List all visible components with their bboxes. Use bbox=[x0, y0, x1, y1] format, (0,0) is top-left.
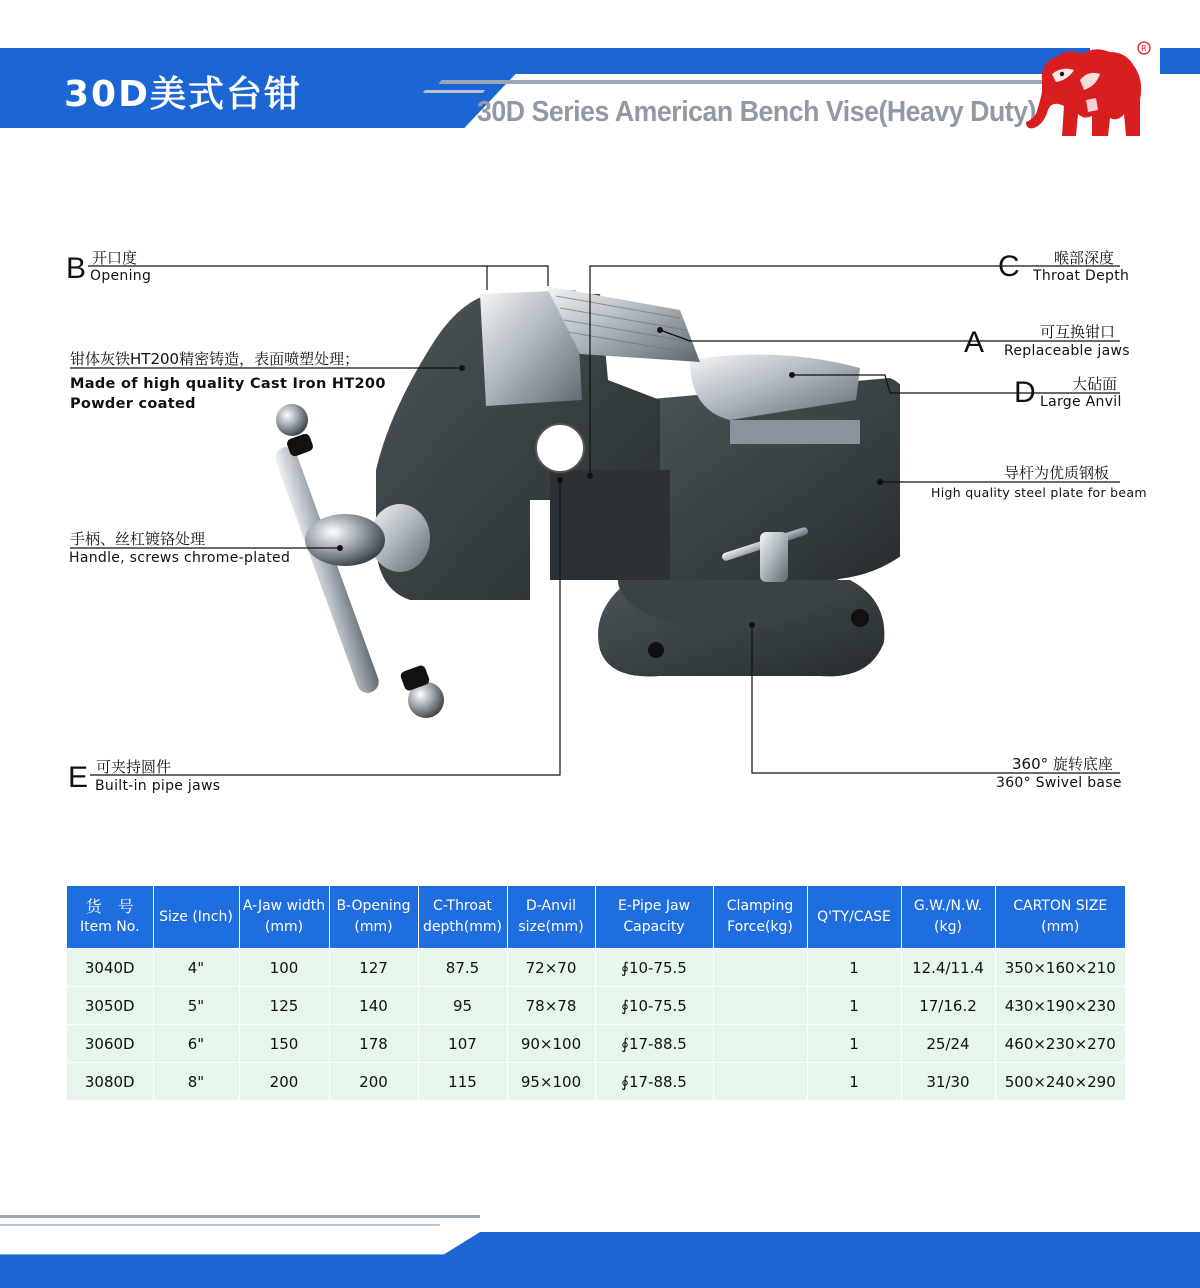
cell-throat: 115 bbox=[418, 1063, 507, 1101]
cell-carton-size: 460×230×270 bbox=[995, 1025, 1125, 1063]
cell-item-no: 3040D bbox=[67, 949, 153, 987]
cell-weight: 25/24 bbox=[901, 1025, 995, 1063]
header-top-band bbox=[470, 48, 1090, 74]
callout-a-cn: 可互换钳口 bbox=[1040, 323, 1116, 341]
cell-opening: 127 bbox=[329, 949, 418, 987]
header-carton-size: CARTON SIZE (mm) bbox=[995, 886, 1125, 949]
cell-weight: 12.4/11.4 bbox=[901, 949, 995, 987]
callout-beam-cn: 导杆为优质钢板 bbox=[1004, 464, 1110, 482]
cell-jaw-width: 150 bbox=[239, 1025, 329, 1063]
header-stripe-accent bbox=[423, 90, 485, 93]
callout-e-en: Built-in pipe jaws bbox=[95, 778, 221, 794]
cell-clamping-force bbox=[713, 1025, 807, 1063]
header-size: Size (Inch) bbox=[153, 886, 239, 949]
footer-stripe bbox=[0, 1215, 480, 1218]
table-header-row bbox=[67, 886, 1125, 949]
cell-throat: 95 bbox=[418, 987, 507, 1025]
callout-d-en: Large Anvil bbox=[1040, 394, 1122, 410]
cell-carton-size: 500×240×290 bbox=[995, 1063, 1125, 1101]
footer-bar bbox=[0, 1232, 1200, 1288]
callout-a-letter: A bbox=[964, 326, 985, 359]
header-stripe bbox=[439, 80, 1092, 84]
cell-size: 6" bbox=[153, 1025, 239, 1063]
header-clamping-force: Clamping Force(kg) bbox=[713, 886, 807, 949]
callout-handle-cn: 手柄、丝杠镀铬处理 bbox=[70, 530, 206, 548]
callout-c-letter: C bbox=[998, 250, 1020, 283]
callout-b-letter: B bbox=[66, 252, 87, 285]
callout-a-en: Replaceable jaws bbox=[1004, 343, 1130, 359]
cell-clamping-force bbox=[713, 1063, 807, 1101]
cell-pipe-jaw: ∮10-75.5 bbox=[595, 949, 713, 987]
callout-body-en-line1: Made of high quality Cast Iron HT200 bbox=[70, 376, 386, 392]
cell-throat: 87.5 bbox=[418, 949, 507, 987]
cell-weight: 31/30 bbox=[901, 1063, 995, 1101]
cell-pipe-jaw: ∮17-88.5 bbox=[595, 1063, 713, 1101]
cell-pipe-jaw: ∮10-75.5 bbox=[595, 987, 713, 1025]
callout-b-cn: 开口度 bbox=[92, 249, 138, 267]
cell-clamping-force bbox=[713, 949, 807, 987]
cell-qty-case: 1 bbox=[807, 987, 901, 1025]
bench-vise-illustration bbox=[260, 250, 900, 730]
footer-stripe-accent bbox=[0, 1224, 440, 1226]
callout-b-en: Opening bbox=[90, 268, 152, 284]
table-row bbox=[67, 949, 1125, 987]
header-weight: G.W./N.W. (kg) bbox=[901, 886, 995, 949]
cell-item-no: 3060D bbox=[67, 1025, 153, 1063]
cell-jaw-width: 200 bbox=[239, 1063, 329, 1101]
cell-pipe-jaw: ∮17-88.5 bbox=[595, 1025, 713, 1063]
header-jaw-width: A-Jaw width (mm) bbox=[239, 886, 329, 949]
cell-weight: 17/16.2 bbox=[901, 987, 995, 1025]
callout-swivel-en: 360° Swivel base bbox=[996, 775, 1122, 791]
callout-c-en: Throat Depth bbox=[1033, 268, 1130, 284]
header-item-no: 货 号 Item No. bbox=[67, 886, 153, 949]
callout-beam-en: High quality steel plate for beam bbox=[931, 485, 1147, 500]
table-row bbox=[67, 987, 1125, 1025]
cell-opening: 178 bbox=[329, 1025, 418, 1063]
cell-opening: 200 bbox=[329, 1063, 418, 1101]
cell-qty-case: 1 bbox=[807, 1063, 901, 1101]
cell-anvil: 95×100 bbox=[507, 1063, 595, 1101]
cell-anvil: 72×70 bbox=[507, 949, 595, 987]
cell-carton-size: 350×160×210 bbox=[995, 949, 1125, 987]
callout-swivel-cn: 360° 旋转底座 bbox=[1012, 755, 1113, 773]
cell-jaw-width: 125 bbox=[239, 987, 329, 1025]
callout-d-cn: 大砧面 bbox=[1072, 375, 1118, 393]
cell-size: 8" bbox=[153, 1063, 239, 1101]
header-right-band bbox=[1160, 48, 1200, 74]
cell-anvil: 90×100 bbox=[507, 1025, 595, 1063]
table-row bbox=[67, 1025, 1125, 1063]
callout-c-cn: 喉部深度 bbox=[1054, 249, 1115, 267]
table-row bbox=[67, 1063, 1125, 1101]
cell-throat: 107 bbox=[418, 1025, 507, 1063]
header-throat: C-Throat depth(mm) bbox=[418, 886, 507, 949]
header-opening: B-Opening (mm) bbox=[329, 886, 418, 949]
cell-anvil: 78×78 bbox=[507, 987, 595, 1025]
callout-body-cn: 钳体灰铁HT200精密铸造，表面喷塑处理； bbox=[70, 350, 360, 368]
page-subtitle: 30D Series American Bench Vise(Heavy Duty) bbox=[477, 96, 1037, 128]
cell-qty-case: 1 bbox=[807, 949, 901, 987]
spec-table bbox=[67, 886, 1125, 1100]
page-title: 30D美式台钳 bbox=[64, 74, 302, 115]
header-qty-case: Q'TY/CASE bbox=[807, 886, 901, 949]
callout-handle-en: Handle, screws chrome-plated bbox=[69, 550, 291, 566]
cell-item-no: 3080D bbox=[67, 1063, 153, 1101]
cell-size: 5" bbox=[153, 987, 239, 1025]
cell-item-no: 3050D bbox=[67, 987, 153, 1025]
cell-opening: 140 bbox=[329, 987, 418, 1025]
callout-e-letter: E bbox=[68, 761, 89, 794]
cell-jaw-width: 100 bbox=[239, 949, 329, 987]
callout-d-letter: D bbox=[1014, 376, 1036, 409]
elephant-logo-icon bbox=[1022, 40, 1152, 145]
cell-carton-size: 430×190×230 bbox=[995, 987, 1125, 1025]
header-pipe-jaw: E-Pipe Jaw Capacity bbox=[595, 886, 713, 949]
cell-size: 4" bbox=[153, 949, 239, 987]
svg-text:R: R bbox=[1141, 44, 1147, 53]
cell-qty-case: 1 bbox=[807, 1025, 901, 1063]
callout-body-en-line2: Powder coated bbox=[70, 396, 196, 412]
callout-e-cn: 可夹持圆件 bbox=[96, 758, 172, 776]
header-anvil: D-Anvil size(mm) bbox=[507, 886, 595, 949]
cell-clamping-force bbox=[713, 987, 807, 1025]
